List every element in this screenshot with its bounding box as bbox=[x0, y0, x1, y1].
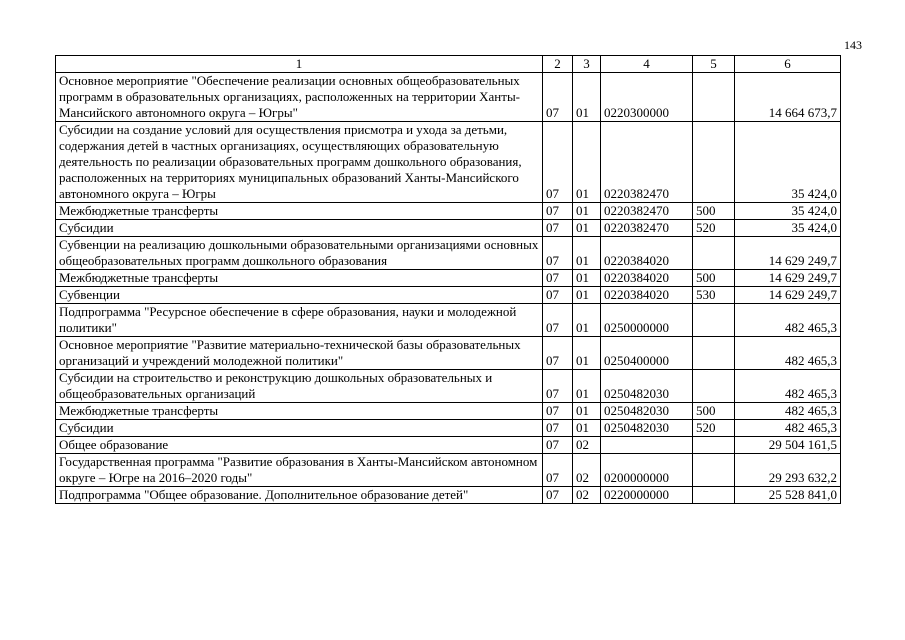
row-section: 07 bbox=[543, 403, 573, 420]
table-row bbox=[56, 122, 841, 203]
row-section: 07 bbox=[543, 270, 573, 287]
row-section: 07 bbox=[543, 203, 573, 220]
row-section: 07 bbox=[543, 437, 573, 454]
row-subsection: 01 bbox=[573, 270, 601, 287]
row-target-article: 0250482030 bbox=[601, 403, 693, 420]
row-expense-type: 500 bbox=[693, 203, 735, 220]
row-amount: 35 424,0 bbox=[735, 220, 841, 237]
row-amount: 35 424,0 bbox=[735, 122, 841, 203]
header-col-4: 4 bbox=[601, 56, 693, 73]
row-name: Субвенции на реализацию дошкольными образовательными организациями основных общеобразовательных программ дошкольного образования bbox=[56, 237, 543, 270]
row-target-article: 0220384020 bbox=[601, 270, 693, 287]
row-expense-type bbox=[693, 73, 735, 122]
row-amount: 29 504 161,5 bbox=[735, 437, 841, 454]
row-target-article: 0220382470 bbox=[601, 220, 693, 237]
row-subsection: 01 bbox=[573, 403, 601, 420]
row-name: Межбюджетные трансферты bbox=[56, 203, 543, 220]
row-target-article: 0220300000 bbox=[601, 73, 693, 122]
row-expense-type: 500 bbox=[693, 403, 735, 420]
row-subsection: 02 bbox=[573, 437, 601, 454]
row-name: Межбюджетные трансферты bbox=[56, 403, 543, 420]
row-subsection: 01 bbox=[573, 304, 601, 337]
row-expense-type: 520 bbox=[693, 420, 735, 437]
table-row bbox=[56, 203, 841, 220]
row-name: Основное мероприятие "Обеспечение реализации основных общеобразовательных программ в образовательных организациях, расположенных на территории Ханты-Мансийского автономного округа – Югры" bbox=[56, 73, 543, 122]
row-target-article: 0220384020 bbox=[601, 287, 693, 304]
row-amount: 482 465,3 bbox=[735, 337, 841, 370]
row-expense-type bbox=[693, 122, 735, 203]
table-row bbox=[56, 454, 841, 487]
table-row bbox=[56, 237, 841, 270]
table-row bbox=[56, 73, 841, 122]
row-amount: 14 629 249,7 bbox=[735, 270, 841, 287]
row-amount: 29 293 632,2 bbox=[735, 454, 841, 487]
table-row bbox=[56, 403, 841, 420]
header-col-6: 6 bbox=[735, 56, 841, 73]
row-target-article: 0200000000 bbox=[601, 454, 693, 487]
row-section: 07 bbox=[543, 454, 573, 487]
row-subsection: 01 bbox=[573, 122, 601, 203]
header-col-1: 1 bbox=[56, 56, 543, 73]
row-amount: 482 465,3 bbox=[735, 370, 841, 403]
row-name: Межбюджетные трансферты bbox=[56, 270, 543, 287]
row-name: Субвенции bbox=[56, 287, 543, 304]
row-expense-type: 500 bbox=[693, 270, 735, 287]
table-row bbox=[56, 420, 841, 437]
row-name: Подпрограмма "Общее образование. Дополнительное образование детей" bbox=[56, 487, 543, 504]
row-target-article: 0220382470 bbox=[601, 122, 693, 203]
row-name: Основное мероприятие "Развитие материально-технической базы образовательных организаций и учреждений молодежной политики" bbox=[56, 337, 543, 370]
header-col-5: 5 bbox=[693, 56, 735, 73]
row-name: Общее образование bbox=[56, 437, 543, 454]
header-row bbox=[56, 56, 841, 73]
row-section: 07 bbox=[543, 304, 573, 337]
row-expense-type bbox=[693, 437, 735, 454]
page-number: 143 bbox=[844, 38, 862, 52]
row-expense-type: 530 bbox=[693, 287, 735, 304]
row-target-article: 0250482030 bbox=[601, 370, 693, 403]
row-name: Субсидии на строительство и реконструкцию дошкольных образовательных и общеобразовательных организаций bbox=[56, 370, 543, 403]
row-amount: 482 465,3 bbox=[735, 403, 841, 420]
row-expense-type: 520 bbox=[693, 220, 735, 237]
row-section: 07 bbox=[543, 420, 573, 437]
row-name: Субсидии bbox=[56, 420, 543, 437]
row-subsection: 01 bbox=[573, 370, 601, 403]
row-subsection: 01 bbox=[573, 220, 601, 237]
row-target-article: 0220382470 bbox=[601, 203, 693, 220]
row-expense-type bbox=[693, 304, 735, 337]
table-body bbox=[56, 73, 841, 504]
row-target-article: 0250000000 bbox=[601, 304, 693, 337]
row-target-article: 0220384020 bbox=[601, 237, 693, 270]
row-section: 07 bbox=[543, 122, 573, 203]
row-section: 07 bbox=[543, 237, 573, 270]
row-expense-type bbox=[693, 454, 735, 487]
row-subsection: 01 bbox=[573, 420, 601, 437]
table-row bbox=[56, 287, 841, 304]
table-row bbox=[56, 370, 841, 403]
row-subsection: 01 bbox=[573, 337, 601, 370]
table-row bbox=[56, 337, 841, 370]
row-amount: 482 465,3 bbox=[735, 304, 841, 337]
row-target-article: 0250400000 bbox=[601, 337, 693, 370]
row-name: Субсидии на создание условий для осуществления присмотра и ухода за детьми, содержания детей в частных организациях, осуществляющих образовательную деятельность по реализации образовательных программ дошкольного образования, расположенных на территориях муниципальных образований Ханты-Мансийского автономного округа – Югры bbox=[56, 122, 543, 203]
row-amount: 14 629 249,7 bbox=[735, 287, 841, 304]
row-amount: 482 465,3 bbox=[735, 420, 841, 437]
row-expense-type bbox=[693, 370, 735, 403]
row-subsection: 01 bbox=[573, 287, 601, 304]
row-section: 07 bbox=[543, 73, 573, 122]
row-target-article: 0220000000 bbox=[601, 487, 693, 504]
row-subsection: 02 bbox=[573, 487, 601, 504]
row-expense-type bbox=[693, 337, 735, 370]
row-subsection: 02 bbox=[573, 454, 601, 487]
row-target-article: 0250482030 bbox=[601, 420, 693, 437]
row-section: 07 bbox=[543, 220, 573, 237]
budget-table bbox=[55, 55, 841, 504]
row-target-article bbox=[601, 437, 693, 454]
row-amount: 14 664 673,7 bbox=[735, 73, 841, 122]
table-row bbox=[56, 304, 841, 337]
row-section: 07 bbox=[543, 487, 573, 504]
table-row bbox=[56, 270, 841, 287]
row-amount: 14 629 249,7 bbox=[735, 237, 841, 270]
row-expense-type bbox=[693, 237, 735, 270]
row-amount: 35 424,0 bbox=[735, 203, 841, 220]
row-subsection: 01 bbox=[573, 203, 601, 220]
table-row bbox=[56, 487, 841, 504]
row-amount: 25 528 841,0 bbox=[735, 487, 841, 504]
header-col-2: 2 bbox=[543, 56, 573, 73]
row-subsection: 01 bbox=[573, 73, 601, 122]
row-name: Государственная программа "Развитие образования в Ханты-Мансийском автономном округе – Югре на 2016–2020 годы" bbox=[56, 454, 543, 487]
header-col-3: 3 bbox=[573, 56, 601, 73]
row-name: Субсидии bbox=[56, 220, 543, 237]
table-row bbox=[56, 220, 841, 237]
table-row bbox=[56, 437, 841, 454]
row-section: 07 bbox=[543, 287, 573, 304]
row-subsection: 01 bbox=[573, 237, 601, 270]
row-section: 07 bbox=[543, 370, 573, 403]
row-expense-type bbox=[693, 487, 735, 504]
row-name: Подпрограмма "Ресурсное обеспечение в сфере образования, науки и молодежной политики" bbox=[56, 304, 543, 337]
row-section: 07 bbox=[543, 337, 573, 370]
